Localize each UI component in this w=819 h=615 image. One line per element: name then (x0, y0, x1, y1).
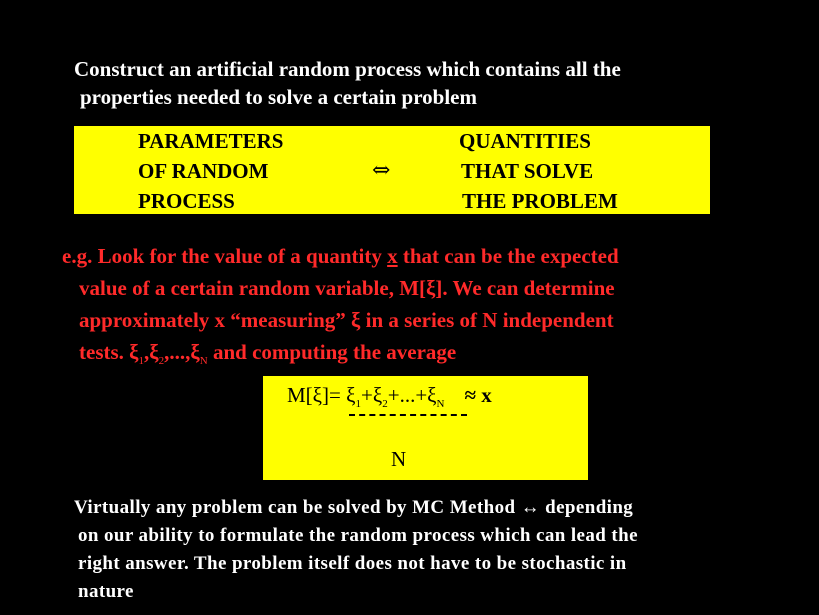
ellipsis: ... (169, 340, 186, 364)
xi-symbol: ξ (129, 340, 139, 364)
example-line-1 (62, 240, 782, 272)
ellipsis: ... (399, 383, 416, 407)
intro-text (74, 55, 774, 111)
variable-x: x (387, 244, 398, 268)
mapping-box (74, 126, 710, 214)
plus-sign: + (361, 383, 373, 407)
conclusion-line-1: Virtually any problem can be solved by MC Method ↔ depending (74, 497, 634, 518)
xi-symbol: ξ (346, 383, 356, 407)
mapping-right-column (459, 126, 618, 216)
subscript-n: N (436, 398, 445, 410)
mapping-right-line-3: THE PROBLEM (462, 189, 618, 213)
subscript-2: 2 (158, 355, 165, 367)
mapping-left-line-3: PROCESS (138, 189, 235, 213)
comma: , (185, 340, 191, 364)
example-line-4-post: and computing the average (207, 340, 457, 364)
subscript-n: N (199, 355, 208, 367)
conclusion-line-4: nature (78, 581, 134, 602)
mapping-left-line-1: PARAMETERS (138, 129, 284, 153)
formula-denominator: N (391, 447, 407, 471)
xi-symbol: ξ (149, 340, 159, 364)
xi-symbol: ξ (372, 383, 383, 407)
conclusion-line-2: on our ability to formulate the random process which can lead the (78, 525, 638, 546)
xi-symbol: ξ (427, 383, 437, 407)
plus-sign: + (387, 383, 400, 407)
example-line-1-post: that can be the expected (397, 244, 619, 268)
intro-line-2: properties needed to solve a certain problem (80, 85, 478, 109)
example-line-4-pre: tests. (79, 340, 130, 364)
example-line-4 (62, 336, 782, 377)
mapping-left-column (138, 126, 283, 216)
formula-lhs: M[ξ]= (287, 383, 347, 407)
example-line-2: value of a certain random variable, M[ξ]. We can determine (79, 276, 615, 300)
mapping-right-line-1: QUANTITIES (459, 129, 591, 153)
fraction-bar (349, 414, 467, 416)
comma: , (144, 340, 150, 364)
intro-line-1: Construct an artificial random process which contains all the (74, 57, 621, 81)
mapping-left-line-2: OF RANDOM (138, 159, 269, 183)
subscript-1: 1 (138, 355, 145, 367)
subscript-1: 1 (355, 398, 361, 410)
plus-sign: + (415, 383, 428, 407)
double-arrow-icon: ⇔ (372, 158, 391, 183)
approx-x: ≈ x (464, 383, 492, 407)
example-line-3: approximately x “measuring” ξ in a series of N independent (79, 308, 614, 332)
conclusion-text (74, 494, 794, 606)
example-text (62, 240, 782, 377)
xi-symbol: ξ (190, 340, 200, 364)
subscript-2: 2 (382, 398, 388, 410)
formula-box (263, 376, 588, 480)
comma: , (164, 340, 170, 364)
conclusion-line-3: right answer. The problem itself does not have to be stochastic in (78, 553, 627, 574)
example-line-1-pre: e.g. Look for the value of a quantity (62, 244, 388, 268)
mapping-right-line-2: THAT SOLVE (461, 159, 594, 183)
